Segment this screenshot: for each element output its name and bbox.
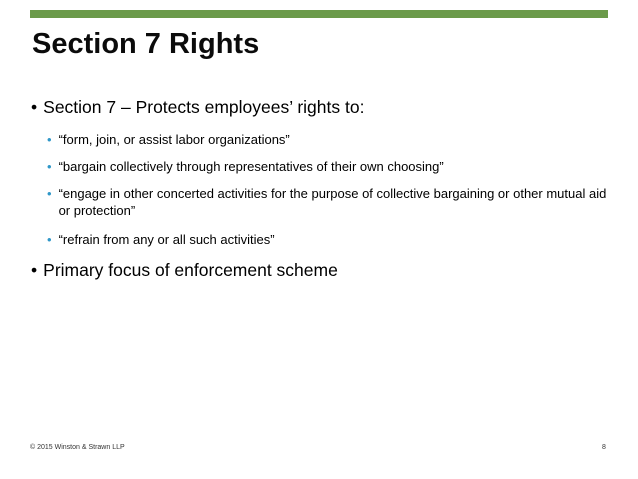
footer-copyright: © 2015 Winston & Strawn LLP bbox=[30, 444, 125, 451]
bullet-text: Section 7 – Protects employees’ rights to: bbox=[43, 97, 365, 117]
sub-bullet-concerted-activities bbox=[47, 185, 607, 219]
top-accent-bar bbox=[30, 10, 608, 18]
bullet-text: Primary focus of enforcement scheme bbox=[43, 260, 338, 280]
bullet-text: “bargain collectively through representatives of their own choosing” bbox=[58, 159, 444, 174]
slide-title: Section 7 Rights bbox=[32, 28, 260, 60]
bullet-dot-icon: • bbox=[47, 186, 52, 201]
sub-bullet-bargain bbox=[47, 158, 607, 175]
bullet-text: “engage in other concerted activities for the purpose of collective bargaining or other mutual aid or protection” bbox=[58, 186, 607, 218]
main-bullet-section-7 bbox=[31, 97, 364, 118]
main-bullet-primary-focus bbox=[31, 260, 338, 281]
bullet-dot-icon: • bbox=[47, 232, 52, 247]
bullet-dot-icon: • bbox=[31, 97, 38, 117]
sub-bullet-refrain bbox=[47, 231, 607, 248]
bullet-text: “form, join, or assist labor organizations” bbox=[58, 132, 290, 147]
bullet-dot-icon: • bbox=[31, 260, 38, 280]
bullet-dot-icon: • bbox=[47, 132, 52, 147]
bullet-text: “refrain from any or all such activities” bbox=[58, 232, 275, 247]
bullet-dot-icon: • bbox=[47, 159, 52, 174]
page-number: 8 bbox=[602, 444, 606, 451]
sub-bullet-form-join bbox=[47, 131, 607, 148]
